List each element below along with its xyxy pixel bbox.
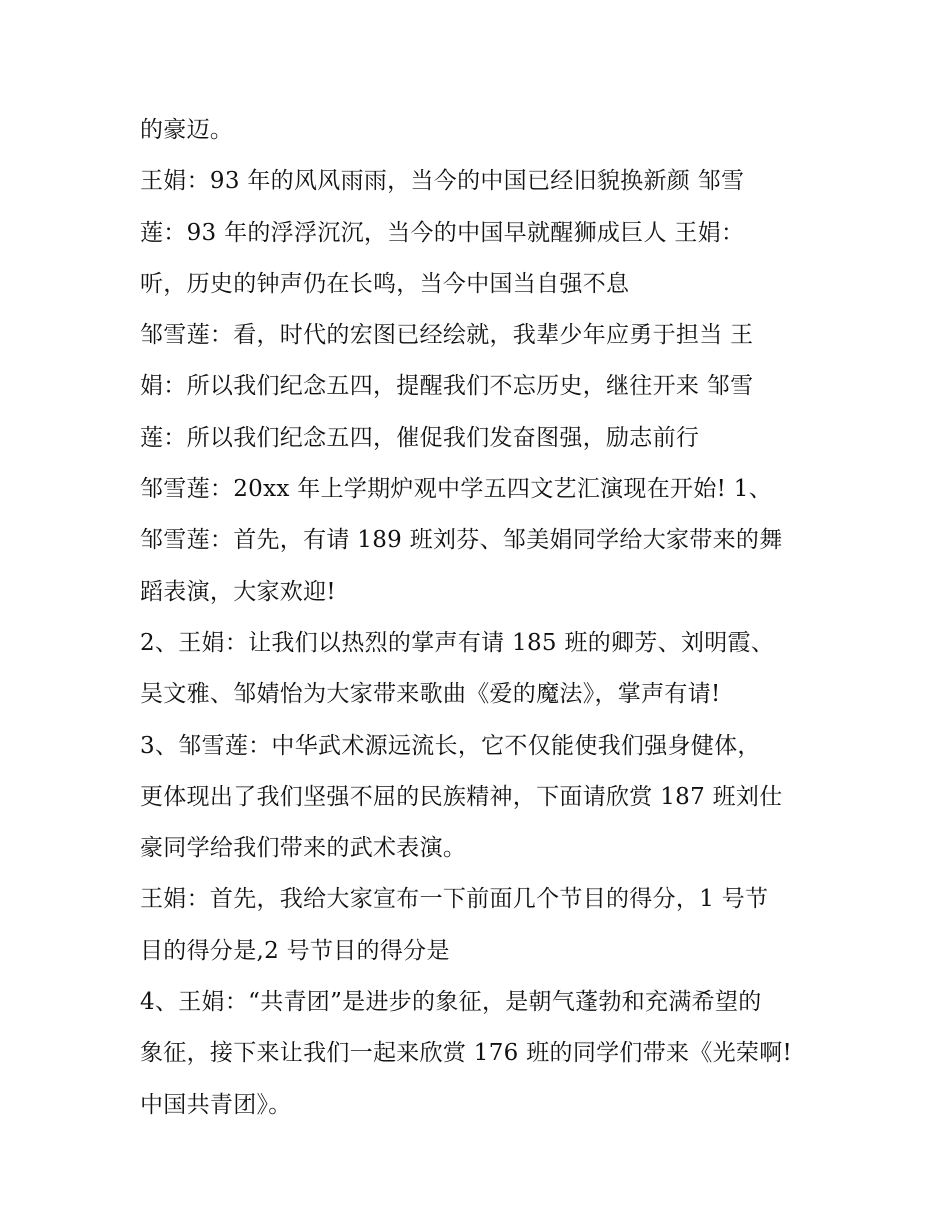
text-line: 3、邹雪莲：中华武术源远流长，它不仅能使我们强身健体， (140, 732, 761, 759)
text-line: 2、王娟：让我们以热烈的掌声有请 185 班的卿芳、刘明霞、 (140, 629, 775, 656)
text-line: 4、王娟：“共青团”是进步的象征，是朝气蓬勃和充满希望的 (140, 989, 762, 1016)
text-line: 吴文雅、邹婧怡为大家带来歌曲《爱的魔法》，掌声有请! (140, 681, 721, 708)
text-line: 豪同学给我们带来的武术表演。 (140, 835, 467, 862)
text-line: 更体现出了我们坚强不屈的民族精神，下面请欣赏 187 班刘仕 (140, 783, 783, 810)
text-line: 蹈表演，大家欢迎! (140, 578, 336, 605)
text-line: 中国共青团》。 (140, 1091, 292, 1118)
text-line: 王娟：93 年的风风雨雨，当今的中国已经旧貌换新颜 邹雪 (140, 168, 745, 195)
text-line: 莲：93 年的浮浮沉沉，当今的中国早就醒狮成巨人 王娟： (140, 219, 745, 246)
text-line: 娟：所以我们纪念五四，提醒我们不忘历史，继往开来 邹雪 (140, 373, 754, 400)
text-line: 象征，接下来让我们一起来欣赏 176 班的同学们带来《光荣啊! (140, 1040, 793, 1067)
text-line: 目的得分是,2 号节目的得分是 (140, 937, 450, 964)
text-line: 邹雪莲：看，时代的宏图已经绘就，我辈少年应勇于担当 王 (140, 322, 754, 349)
text-line: 听，历史的钟声仍在长鸣，当今中国当自强不息 (140, 270, 630, 297)
document-body (140, 105, 840, 1131)
text-line: 王娟：首先，我给大家宣布一下前面几个节目的得分，1 号节 (140, 886, 769, 913)
text-line: 邹雪莲：首先，有请 189 班刘芬、邹美娟同学给大家带来的舞 (140, 527, 783, 554)
text-line: 的豪迈。 (140, 117, 234, 143)
text-line: 邹雪莲：20xx 年上学期炉观中学五四文艺汇演现在开始! 1、 (140, 476, 773, 503)
text-line: 莲：所以我们纪念五四，催促我们发奋图强，励志前行 (140, 424, 700, 451)
